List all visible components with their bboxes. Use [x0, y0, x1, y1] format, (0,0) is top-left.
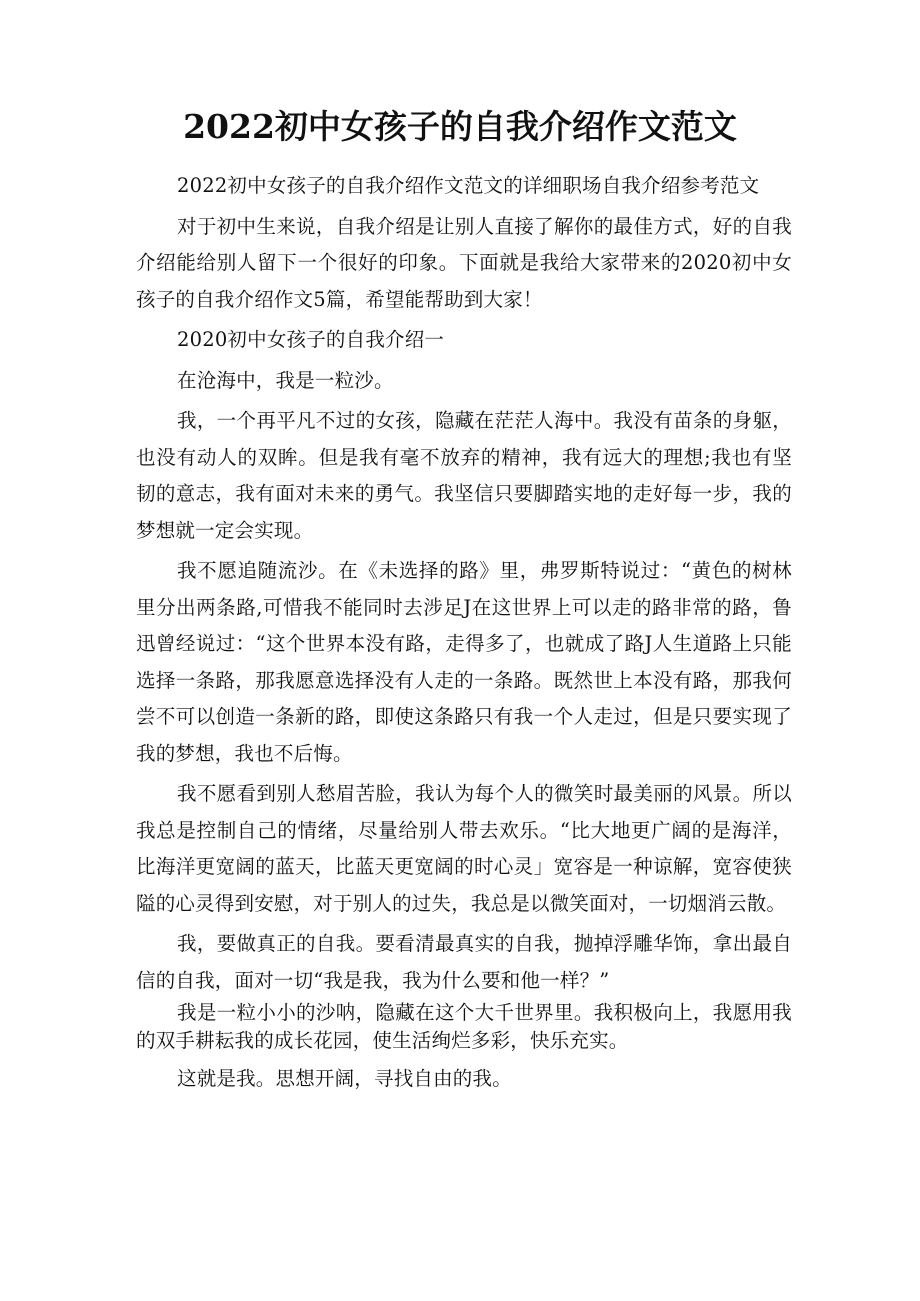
paragraph-sand: 在沧海中，我是一粒沙。 [177, 368, 394, 392]
paragraph-true-self: 我，要做真正的自我。要看清最真实的自我，抛掉浮雕华饰，拿出最自信的自我，面对一切“我是我，我为什么要和他一样？” [136, 932, 792, 992]
paragraph-conclusion: 这就是我。思想开阔，寻找自由的我。 [177, 1067, 512, 1090]
document-title: 2022初中女孩子的自我介绍作文范文 [183, 107, 737, 146]
paragraph-small-sand: 我是一粒小小的沙呐，隐藏在这个大千世界里。我积极向上，我愿用我的双手耕耘我的成长花园，使生活绚烂多彩，快乐充实。 [136, 1001, 792, 1052]
paragraph-section-heading: 2020初中女孩子的自我介绍一 [177, 328, 445, 351]
paragraph-subtitle: 2022初中女孩子的自我介绍作文范文的详细职场自我介绍参考范文 [177, 174, 760, 197]
paragraph-ordinary-girl: 我，一个再平凡不过的女孩，隐藏在茫茫人海中。我没有苗条的身躯，也没有动人的双眸。但是我有毫不放弃的精神，我有远大的理想;我也有坚韧的意志，我有面对未来的勇气。我坚信只要脚踏实地的走好每一步，我的梦想就一定会实现。 [136, 409, 792, 542]
paragraph-road: 我不愿追随流沙。在《未选择的路》里，弗罗斯特说过：“黄色的树林里分出两条路,可惜我不能同时去涉足J在这世界上可以走的路非常的路，鲁迅曾经说过：“这个世界本没有路，走得多了，也就成了路J人生道路上只能选择一条路，那我愿意选择没有人走的一条路。既然世上本没有路，那我何尝不可以创造一条新的路，即使这条路只有我一个人走过，但是只要实现了我的梦想，我也不后悔。 [136, 559, 792, 765]
paragraph-smile: 我不愿看到别人愁眉苦脸，我认为每个人的微笑时最美丽的风景。所以我总是控制自己的情绪，尽量给别人带去欢乐。“比大地更广阔的是海洋，比海洋更宽阔的蓝天，比蓝天更宽阔的时心灵」宽容是一种谅解，宽容使狭隘的心灵得到安慰，对于别人的过失，我总是以微笑面对，一切烟消云散。 [136, 782, 792, 915]
document-body [136, 168, 792, 1098]
paragraph-intro: 对于初中生来说，自我介绍是让别人直接了解你的最佳方式，好的自我介绍能给别人留下一个很好的印象。下面就是我给大家带来的2020初中女孩子的自我介绍作文5篇，希望能帮助到大家！ [136, 214, 792, 311]
